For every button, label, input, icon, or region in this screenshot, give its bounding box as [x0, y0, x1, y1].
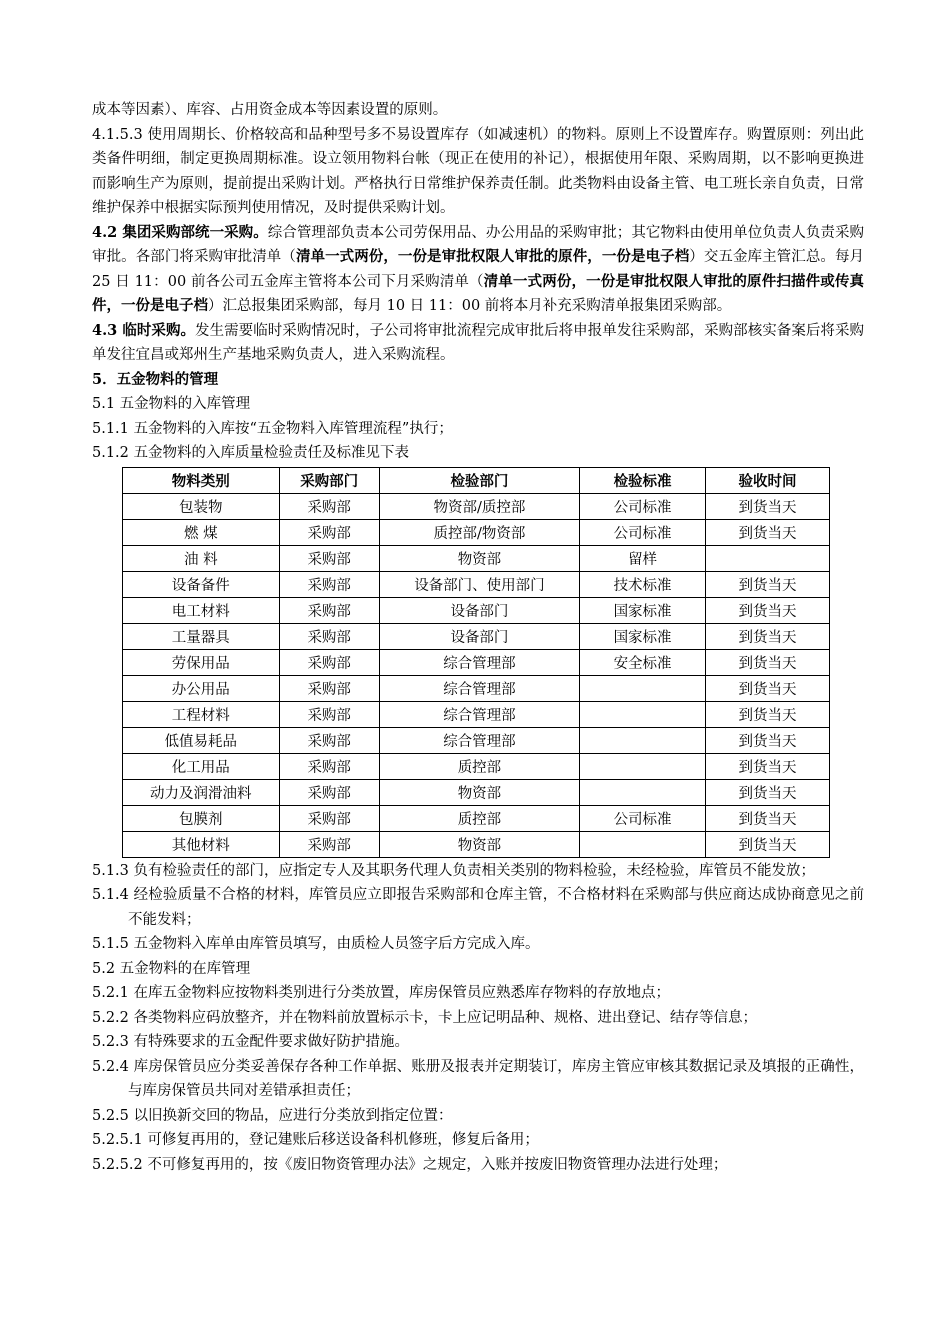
document-page [92, 98, 864, 1177]
paragraph-4-1-5-3: 4.1.5.3 使用周期长、价格较高和品种型号多不易设置库存（如减速机）的物料。原则上不设置库存。购置原则：列出此类备件明细，制定更换周期标准。设立领用物料台帐（现正在使用的补记），根据使用年限、采购周期，以不影响更换进而影响生产为原则，提前提出采购计划。严格执行日常维护保养责任制。此类物料由设备主管、电工班长亲自负责，日常维护保养中根据实际预判使用情况，及时提供采购计划。 [92, 126, 864, 216]
text-4-2-b: 清单一式两份，一份是审批权限人审批的原件，一份是电子档 [295, 248, 690, 265]
table-cell: 安全标准 [580, 649, 706, 675]
table-cell [580, 779, 706, 805]
table-cell: 采购部 [279, 597, 379, 623]
table-cell: 国家标准 [580, 597, 706, 623]
table-cell: 油 料 [123, 545, 280, 571]
table-cell: 到货当天 [706, 493, 830, 519]
table-header-row [123, 467, 830, 493]
table-cell: 采购部 [279, 545, 379, 571]
table-row [123, 701, 830, 727]
table-cell: 采购部 [279, 649, 379, 675]
table-cell: 采购部 [279, 571, 379, 597]
table-cell: 设备部门 [379, 623, 579, 649]
table-cell [580, 831, 706, 857]
header-inspect-standard: 检验标准 [580, 467, 706, 493]
table-cell: 采购部 [279, 727, 379, 753]
section-5-1: 5.1 五金物料的入库管理 [92, 396, 251, 412]
table-row [123, 727, 830, 753]
table-cell: 综合管理部 [379, 727, 579, 753]
table-cell: 到货当天 [706, 753, 830, 779]
header-accept-time: 验收时间 [706, 467, 830, 493]
table-row [123, 597, 830, 623]
section-5-1-2: 5.1.2 五金物料的入库质量检验责任及标准见下表 [92, 445, 410, 461]
table-cell: 物资部 [379, 779, 579, 805]
table-row [123, 675, 830, 701]
table-cell: 办公用品 [123, 675, 280, 701]
table-cell: 包装物 [123, 493, 280, 519]
table-cell: 动力及润滑油料 [123, 779, 280, 805]
paragraph-4-2 [92, 221, 864, 319]
table-cell: 化工用品 [123, 753, 280, 779]
table-cell: 质控部/物资部 [379, 519, 579, 545]
table-cell: 到货当天 [706, 779, 830, 805]
table-cell: 采购部 [279, 519, 379, 545]
table-row [123, 493, 830, 519]
table-row [123, 545, 830, 571]
table-row [123, 779, 830, 805]
table-cell: 综合管理部 [379, 649, 579, 675]
text-4-3: 发生需要临时采购情况时，子公司将审批流程完成审批后将申报单发往采购部，采购部核实备案后将采购单发往宜昌或郑州生产基地采购负责人，进入采购流程。 [92, 322, 865, 363]
table-cell [580, 701, 706, 727]
table-row [123, 519, 830, 545]
table-cell: 到货当天 [706, 727, 830, 753]
section-5-2-3: 5.2.3 有特殊要求的五金配件要求做好防护措施。 [92, 1034, 410, 1050]
table-cell: 到货当天 [706, 649, 830, 675]
table-cell: 公司标准 [580, 493, 706, 519]
table-cell: 综合管理部 [379, 701, 579, 727]
table-cell: 物资部 [379, 545, 579, 571]
table-row [123, 571, 830, 597]
table-cell: 采购部 [279, 675, 379, 701]
section-5-1-3: 5.1.3 负有检验责任的部门，应指定专人及其职务代理人负责相关类别的物料检验，未经检验，库管员不能发放； [92, 862, 815, 879]
table-cell: 公司标准 [580, 805, 706, 831]
paragraph-4-3 [92, 319, 864, 368]
table-body [123, 493, 830, 857]
header-purchase-dept: 采购部门 [279, 467, 379, 493]
table-cell: 公司标准 [580, 519, 706, 545]
text-4-2-e: ）汇总报集团采购部，每月 10 日 11：00 前将本月补充采购清单报集团采购部。 [208, 298, 732, 314]
table-cell: 国家标准 [580, 623, 706, 649]
table-cell: 工量器具 [123, 623, 280, 649]
heading-4-3: 4.3 临时采购。 [92, 321, 196, 339]
table-cell: 到货当天 [706, 701, 830, 727]
section-5-2: 5.2 五金物料的在库管理 [92, 960, 251, 977]
table-cell: 采购部 [279, 831, 379, 857]
table-cell: 到货当天 [706, 597, 830, 623]
table-cell: 设备部门 [379, 597, 579, 623]
table-cell: 劳保用品 [123, 649, 280, 675]
table-cell: 采购部 [279, 805, 379, 831]
table-cell: 到货当天 [706, 519, 830, 545]
table-cell: 电工材料 [123, 597, 280, 623]
table-cell [580, 727, 706, 753]
table-cell: 采购部 [279, 493, 379, 519]
table-cell: 质控部 [379, 805, 579, 831]
section-5-2-5: 5.2.5 以旧换新交回的物品，应进行分类放到指定位置： [92, 1107, 453, 1124]
section-5-2-5-2: 5.2.5.2 不可修复再用的，按《废旧物资管理办法》之规定，入账并按废旧物资管理办法进行处理； [92, 1156, 728, 1173]
section-5-2-1: 5.2.1 在库五金物料应按物料类别进行分类放置，库房保管员应熟悉库存物料的存放地点； [92, 985, 670, 1001]
table-cell [706, 545, 830, 571]
text-4-2-c: ）交五金库主管汇总。每月 25 日 11：00 前各公司五金库主管将本公司下月采购清单（ [92, 249, 865, 290]
table-cell: 采购部 [279, 623, 379, 649]
table-cell: 燃 煤 [123, 519, 280, 545]
text-4-2-d: 清单一式两份，一份是审批权限人审批的原件扫描件或传真件，一份是电子档 [92, 272, 864, 314]
header-inspect-dept: 检验部门 [379, 467, 579, 493]
table-cell: 到货当天 [706, 675, 830, 701]
table-cell [580, 753, 706, 779]
table-cell [580, 675, 706, 701]
heading-4-2: 4.2 集团采购部统一采购。 [92, 223, 268, 241]
table-cell: 综合管理部 [379, 675, 579, 701]
table-cell: 包膜剂 [123, 805, 280, 831]
table-cell: 到货当天 [706, 805, 830, 831]
table-row [123, 805, 830, 831]
section-5-2-2: 5.2.2 各类物料应码放整齐，并在物料前放置标示卡，卡上应记明品种、规格、进出登记、结存等信息； [92, 1009, 757, 1026]
section-5-1-5: 5.1.5 五金物料入库单由库管员填写，由质检人员签字后方完成入库。 [92, 936, 540, 952]
text-4-2-a: 综合管理部负责本公司劳保用品、办公用品的采购审批；其它物料由使用单位负责人负责采购审批。各部门将采购审批清单（ [92, 224, 865, 265]
table-cell: 其他材料 [123, 831, 280, 857]
table-row [123, 623, 830, 649]
table-cell: 质控部 [379, 753, 579, 779]
table-cell: 采购部 [279, 779, 379, 805]
table-cell: 到货当天 [706, 831, 830, 857]
table-cell: 采购部 [279, 753, 379, 779]
table-cell: 工程材料 [123, 701, 280, 727]
inspection-table [122, 467, 830, 858]
table-row [123, 753, 830, 779]
table-cell: 采购部 [279, 701, 379, 727]
table-cell: 设备部门、使用部门 [379, 571, 579, 597]
table-cell: 到货当天 [706, 623, 830, 649]
header-material-type: 物料类别 [123, 467, 280, 493]
table-cell: 到货当天 [706, 571, 830, 597]
table-row [123, 831, 830, 857]
section-5-1-4: 5.1.4 经检验质量不合格的材料，库管员应立即报告采购部和仓库主管，不合格材料在采购部与供应商达成协商意见之前不能发料； [92, 887, 864, 928]
table-cell: 技术标准 [580, 571, 706, 597]
table-row [123, 649, 830, 675]
section-5-1-1: 5.1.1 五金物料的入库按“五金物料入库管理流程”执行； [92, 420, 453, 437]
table-cell: 物资部 [379, 831, 579, 857]
section-heading-5: 5．五金物料的管理 [92, 370, 219, 388]
section-5-2-4: 5.2.4 库房保管员应分类妥善保存各种工作单据、账册及报表并定期装订，库房主管应审核其数据记录及填报的正确性，与库房保管员共同对差错承担责任； [92, 1058, 864, 1099]
table-cell: 留样 [580, 545, 706, 571]
paragraph-cost-factors: 成本等因素）、库容、占用资金成本等因素设置的原则。 [92, 102, 448, 118]
table-cell: 低值易耗品 [123, 727, 280, 753]
table-cell: 物资部/质控部 [379, 493, 579, 519]
table-cell: 设备备件 [123, 571, 280, 597]
section-5-2-5-1: 5.2.5.1 可修复再用的，登记建账后移送设备科机修班，修复后备用； [92, 1132, 539, 1148]
